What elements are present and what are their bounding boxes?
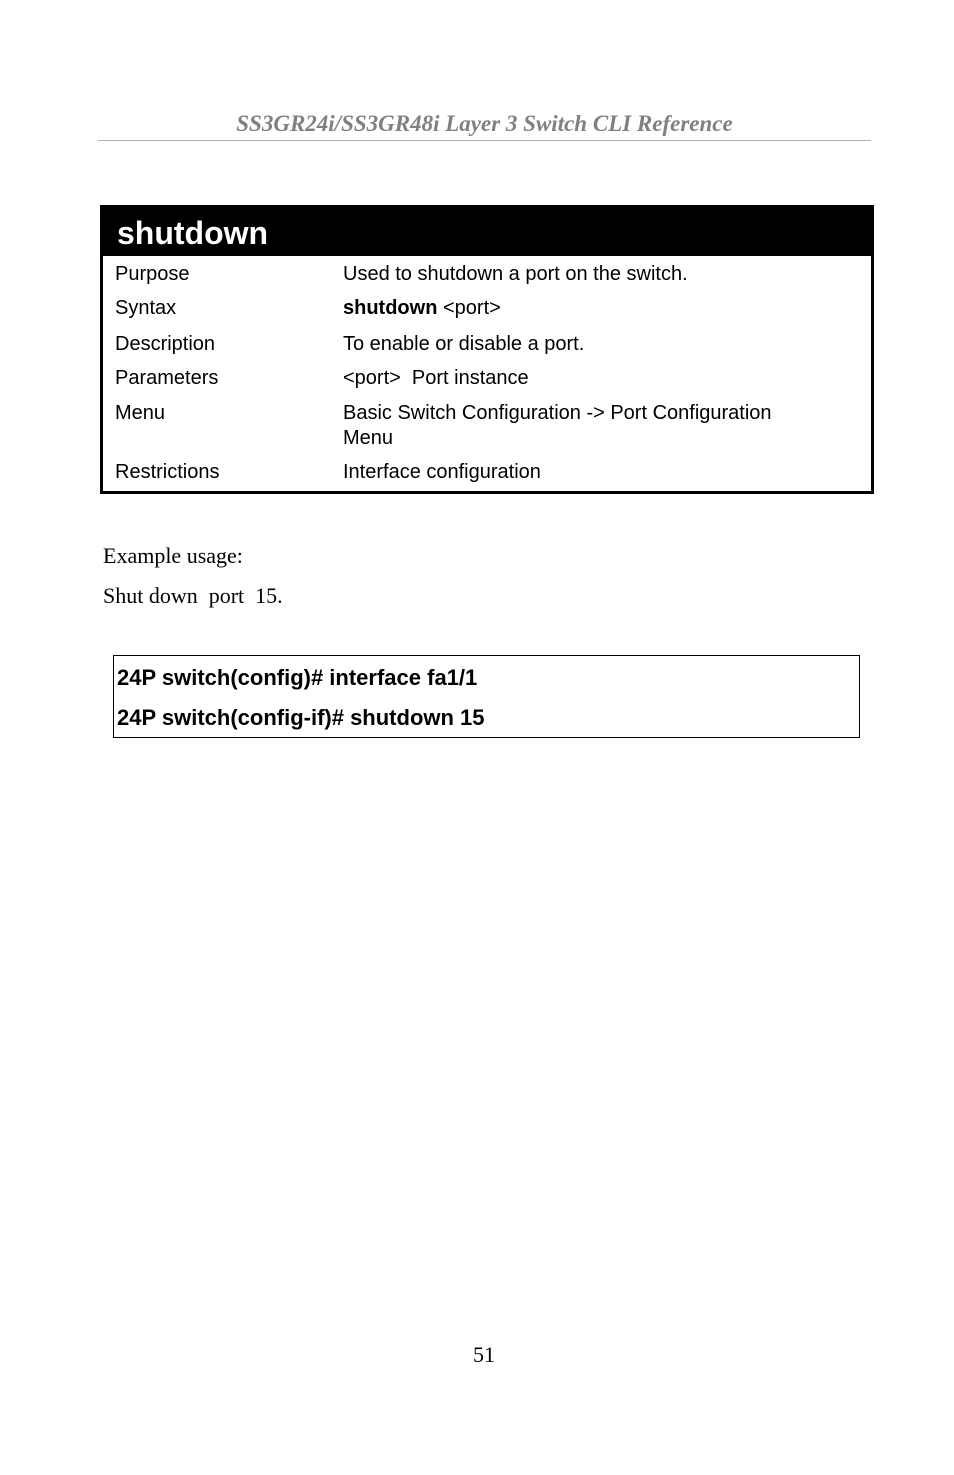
- code-line: 24P switch(config)# interface fa1/1: [117, 665, 478, 690]
- row-value: [343, 296, 865, 321]
- row-label: Restrictions: [115, 461, 220, 483]
- example-intro: Example usage:: [103, 543, 243, 568]
- row-value: Used to shutdown a port on the switch.: [343, 263, 688, 285]
- example-description: Shut down port 15.: [103, 583, 283, 608]
- row-label: Menu: [115, 402, 166, 424]
- row-label: Parameters: [115, 367, 219, 389]
- syntax-keyword: shutdown: [343, 297, 438, 319]
- code-example: [113, 655, 860, 738]
- row-label: Syntax: [115, 297, 177, 319]
- command-title: shutdown: [103, 205, 871, 256]
- command-table: [100, 205, 874, 494]
- row-value: <port> Port instance: [343, 367, 529, 389]
- row-label: Purpose: [115, 263, 190, 285]
- row-label: Description: [115, 333, 216, 355]
- row-value: Basic Switch Configuration -> Port Configuration Menu: [343, 402, 772, 449]
- row-value: To enable or disable a port.: [343, 333, 585, 355]
- code-line: 24P switch(config-if)# shutdown 15: [117, 705, 485, 730]
- running-header: SS3GR24i/SS3GR48i Layer 3 Switch CLI Reference: [236, 111, 733, 136]
- header-rule: [98, 140, 871, 141]
- page-number: 51: [473, 1342, 495, 1367]
- row-value: Interface configuration: [343, 461, 541, 483]
- syntax-argument: <port>: [437, 297, 501, 319]
